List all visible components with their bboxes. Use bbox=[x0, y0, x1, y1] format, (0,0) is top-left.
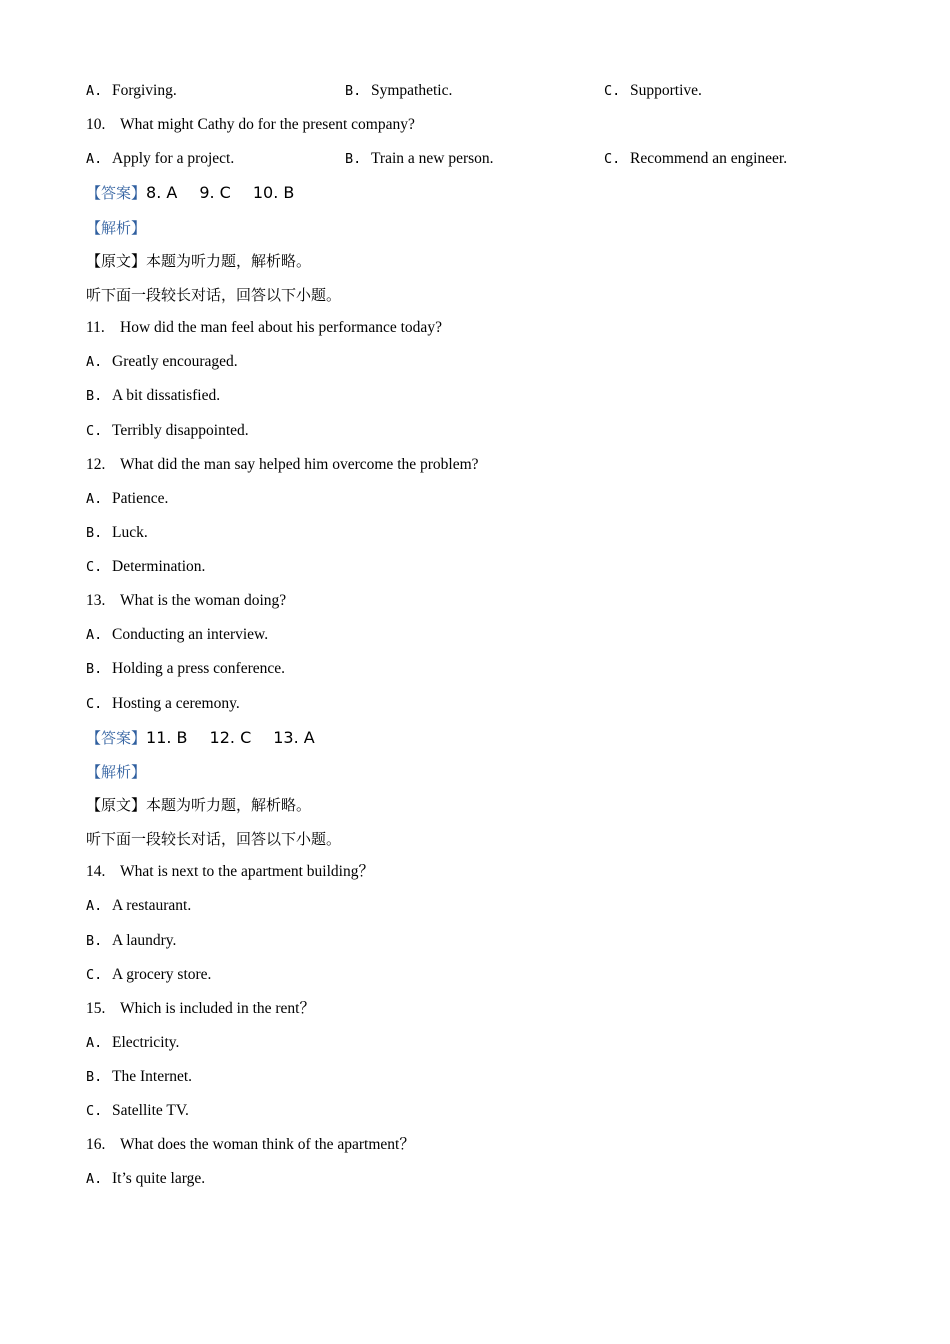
option-letter: A. bbox=[86, 898, 103, 914]
option-text: Forgiving. bbox=[112, 82, 177, 99]
question-text: Which is included in the rent？ bbox=[120, 1000, 315, 1017]
original-tag: 【原文】 bbox=[86, 796, 147, 814]
question-number: 12. bbox=[86, 456, 106, 473]
option-letter: B. bbox=[86, 933, 103, 949]
q16-option-a bbox=[86, 1167, 205, 1191]
answer-line-1 bbox=[86, 181, 294, 205]
option-text: Supportive. bbox=[630, 82, 702, 99]
option-letter: A. bbox=[86, 151, 103, 167]
intro-text: 听下面一段较长对话，回答以下小题。 bbox=[86, 286, 342, 304]
original-line-2 bbox=[86, 793, 311, 817]
original-text: 本题为听力题，解析略。 bbox=[146, 796, 312, 814]
option-letter: A. bbox=[86, 627, 103, 643]
option-letter: C. bbox=[86, 967, 103, 983]
option-letter: C. bbox=[86, 1103, 103, 1119]
option-text: A restaurant. bbox=[112, 897, 192, 914]
option-text: Terribly disappointed. bbox=[112, 422, 249, 439]
option-text: A laundry. bbox=[112, 932, 177, 949]
answer-item: 13. A bbox=[273, 728, 315, 747]
option-text: Luck. bbox=[112, 524, 148, 541]
question-number: 15. bbox=[86, 1000, 106, 1017]
option-text: A bit dissatisfied. bbox=[112, 387, 221, 404]
question-text: What might Cathy do for the present company? bbox=[120, 116, 415, 133]
question-12 bbox=[86, 453, 479, 477]
analysis-tag: 【解析】 bbox=[86, 763, 147, 781]
option-letter: C. bbox=[604, 83, 621, 99]
option-text: The Internet. bbox=[112, 1068, 193, 1085]
analysis-tag: 【解析】 bbox=[86, 219, 147, 237]
q10-option-a bbox=[86, 147, 234, 171]
question-text: What does the woman think of the apartment？ bbox=[120, 1136, 415, 1153]
answer-item: 10. B bbox=[252, 183, 295, 202]
option-letter: B. bbox=[86, 1069, 103, 1085]
question-text: What did the man say helped him overcome the problem? bbox=[120, 456, 479, 473]
question-text: What is next to the apartment building？ bbox=[120, 863, 374, 880]
q14-option-c bbox=[86, 963, 211, 987]
intro-text: 听下面一段较长对话，回答以下小题。 bbox=[86, 830, 342, 848]
option-letter: C. bbox=[86, 559, 103, 575]
option-letter: A. bbox=[86, 83, 103, 99]
analysis-line-1 bbox=[86, 216, 146, 240]
question-number: 10. bbox=[86, 116, 106, 133]
q15-option-b bbox=[86, 1065, 192, 1089]
option-letter: A. bbox=[86, 491, 103, 507]
option-text: Electricity. bbox=[112, 1034, 180, 1051]
question-number: 16. bbox=[86, 1136, 106, 1153]
q9-option-b bbox=[345, 79, 452, 103]
option-letter: C. bbox=[604, 151, 621, 167]
option-text: Patience. bbox=[112, 490, 169, 507]
q11-option-b bbox=[86, 384, 220, 408]
option-text: It’s quite large. bbox=[112, 1170, 206, 1187]
q11-option-a bbox=[86, 350, 238, 374]
answer-item: 12. C bbox=[209, 728, 252, 747]
option-text: Satellite TV. bbox=[112, 1102, 189, 1119]
question-16 bbox=[86, 1133, 415, 1157]
original-text: 本题为听力题，解析略。 bbox=[146, 252, 312, 270]
option-letter: A. bbox=[86, 1171, 103, 1187]
q12-option-a bbox=[86, 487, 168, 511]
q10-option-c bbox=[604, 147, 787, 171]
option-text: Apply for a project. bbox=[112, 150, 235, 167]
analysis-line-2 bbox=[86, 760, 146, 784]
section-intro-1 bbox=[86, 283, 341, 307]
option-text: Greatly encouraged. bbox=[112, 353, 238, 370]
q13-option-a bbox=[86, 623, 268, 647]
option-letter: A. bbox=[86, 354, 103, 370]
section-intro-2 bbox=[86, 827, 341, 851]
q12-option-b bbox=[86, 521, 148, 545]
question-number: 11. bbox=[86, 319, 105, 336]
option-letter: B. bbox=[345, 83, 362, 99]
option-letter: A. bbox=[86, 1035, 103, 1051]
answer-tag: 【答案】 bbox=[86, 729, 147, 747]
option-text: Hosting a ceremony. bbox=[112, 695, 240, 712]
original-line-1 bbox=[86, 249, 311, 273]
question-15 bbox=[86, 997, 315, 1021]
q13-option-b bbox=[86, 657, 285, 681]
q11-option-c bbox=[86, 419, 249, 443]
answer-tag: 【答案】 bbox=[86, 184, 147, 202]
q15-option-c bbox=[86, 1099, 189, 1123]
q14-option-b bbox=[86, 929, 176, 953]
answer-item: 8. A bbox=[146, 183, 178, 202]
q9-option-c bbox=[604, 79, 702, 103]
question-number: 14. bbox=[86, 863, 106, 880]
question-text: What is the woman doing? bbox=[120, 592, 287, 609]
q9-option-a bbox=[86, 79, 177, 103]
question-text: How did the man feel about his performance today? bbox=[120, 319, 442, 336]
q12-option-c bbox=[86, 555, 205, 579]
q15-option-a bbox=[86, 1031, 179, 1055]
original-tag: 【原文】 bbox=[86, 252, 147, 270]
option-text: Holding a press conference. bbox=[112, 660, 286, 677]
question-11 bbox=[86, 316, 442, 340]
answer-item: 11. B bbox=[146, 728, 188, 747]
option-text: Sympathetic. bbox=[371, 82, 453, 99]
answer-item: 9. C bbox=[199, 183, 231, 202]
question-number: 13. bbox=[86, 592, 106, 609]
option-text: A grocery store. bbox=[112, 966, 212, 983]
option-text: Conducting an interview. bbox=[112, 626, 269, 643]
option-letter: C. bbox=[86, 423, 103, 439]
question-10 bbox=[86, 113, 415, 137]
question-13 bbox=[86, 589, 286, 613]
option-letter: C. bbox=[86, 696, 103, 712]
option-letter: B. bbox=[86, 661, 103, 677]
q14-option-a bbox=[86, 894, 191, 918]
option-text: Determination. bbox=[112, 558, 206, 575]
q10-option-b bbox=[345, 147, 494, 171]
q13-option-c bbox=[86, 692, 240, 716]
option-text: Recommend an engineer. bbox=[630, 150, 788, 167]
option-letter: B. bbox=[345, 151, 362, 167]
answer-line-2 bbox=[86, 726, 315, 750]
option-letter: B. bbox=[86, 525, 103, 541]
question-14 bbox=[86, 860, 374, 884]
option-text: Train a new person. bbox=[371, 150, 494, 167]
option-letter: B. bbox=[86, 388, 103, 404]
